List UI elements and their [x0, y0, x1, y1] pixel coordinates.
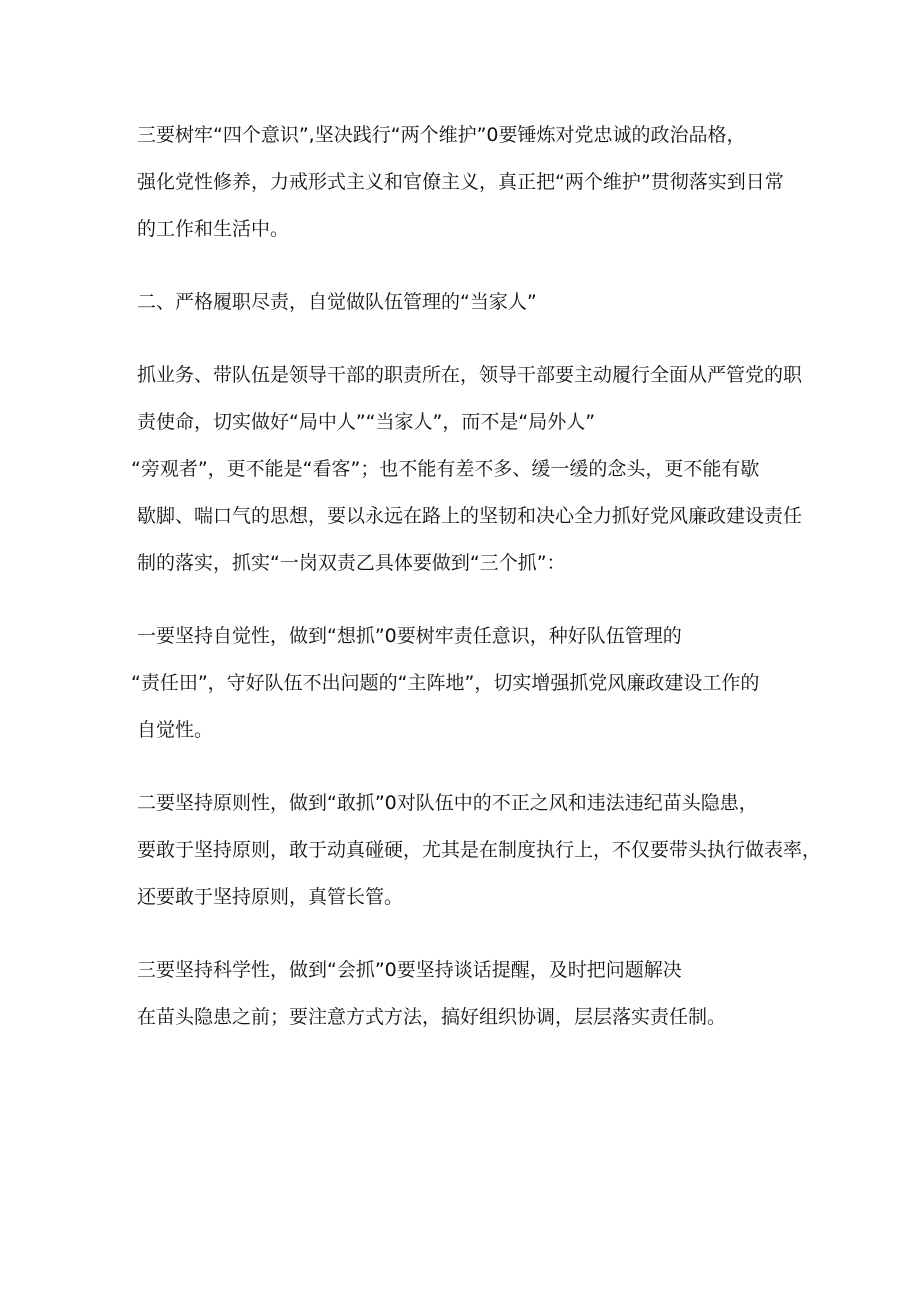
text-line: 的工作和生活中。 [137, 218, 290, 240]
text-line: 二要坚持原则性，做到“敢抓”0对队伍中的不正之风和违法违纪苗头隐患， [137, 792, 758, 814]
heading-line: 二、严格履职尽责，自觉做队伍管理的“当家人” [137, 291, 537, 313]
section-heading [137, 279, 797, 326]
paragraph [137, 947, 797, 1041]
text-line: 自觉性。 [137, 719, 214, 741]
text-line: 在苗头隐患之前；要注意方式方法，搞好组织协调，层层落实责任制。 [137, 1006, 727, 1028]
text-line: “责任田”，守好队伍不出问题的“主阵地”，切实增强抓党风廉政建设工作的 [131, 672, 760, 694]
document-body [131, 112, 822, 1041]
text-line: “旁观者”，更不能是“看客”；也不能有差不多、缓一缓的念头，更不能有歇 [131, 458, 760, 480]
text-line: 三要坚持科学性，做到“会抓”0要坚持谈话提醒，及时把问题解决 [137, 959, 682, 981]
paragraph [131, 613, 797, 754]
paragraph [131, 352, 803, 587]
text-line: 责使命，切实做好“局中人”“当家人”，而不是“局外人” [137, 411, 596, 433]
text-line: 要敢于坚持原则，敢于动真碰硬，尤其是在制度执行上，不仅要带头执行做表率， [137, 839, 822, 861]
paragraph [137, 780, 822, 921]
text-line: 一要坚持自觉性，做到“想抓”0要树牢责任意识，种好队伍管理的 [137, 625, 682, 647]
paragraph [137, 112, 797, 253]
text-line: 抓业务、带队伍是领导干部的职责所在，领导干部要主动履行全面从严管党的职 [137, 364, 803, 386]
text-line: 制的落实，抓实“一岗双责乙具体要做到“三个抓”： [137, 552, 566, 574]
text-line: 歇脚、喘口气的思想，要以永远在路上的坚韧和决心全力抓好党风廉政建设责任 [137, 505, 803, 527]
text-line: 还要敢于坚持原则，真管长管。 [137, 886, 404, 908]
text-line: 三要树牢“四个意识”,坚决践行“两个维护”0要锤炼对党忠诚的政治品格， [137, 124, 746, 146]
text-line: 强化党性修养，力戒形式主义和官僚主义，真正把“两个维护”贯彻落实到日常 [137, 171, 784, 193]
